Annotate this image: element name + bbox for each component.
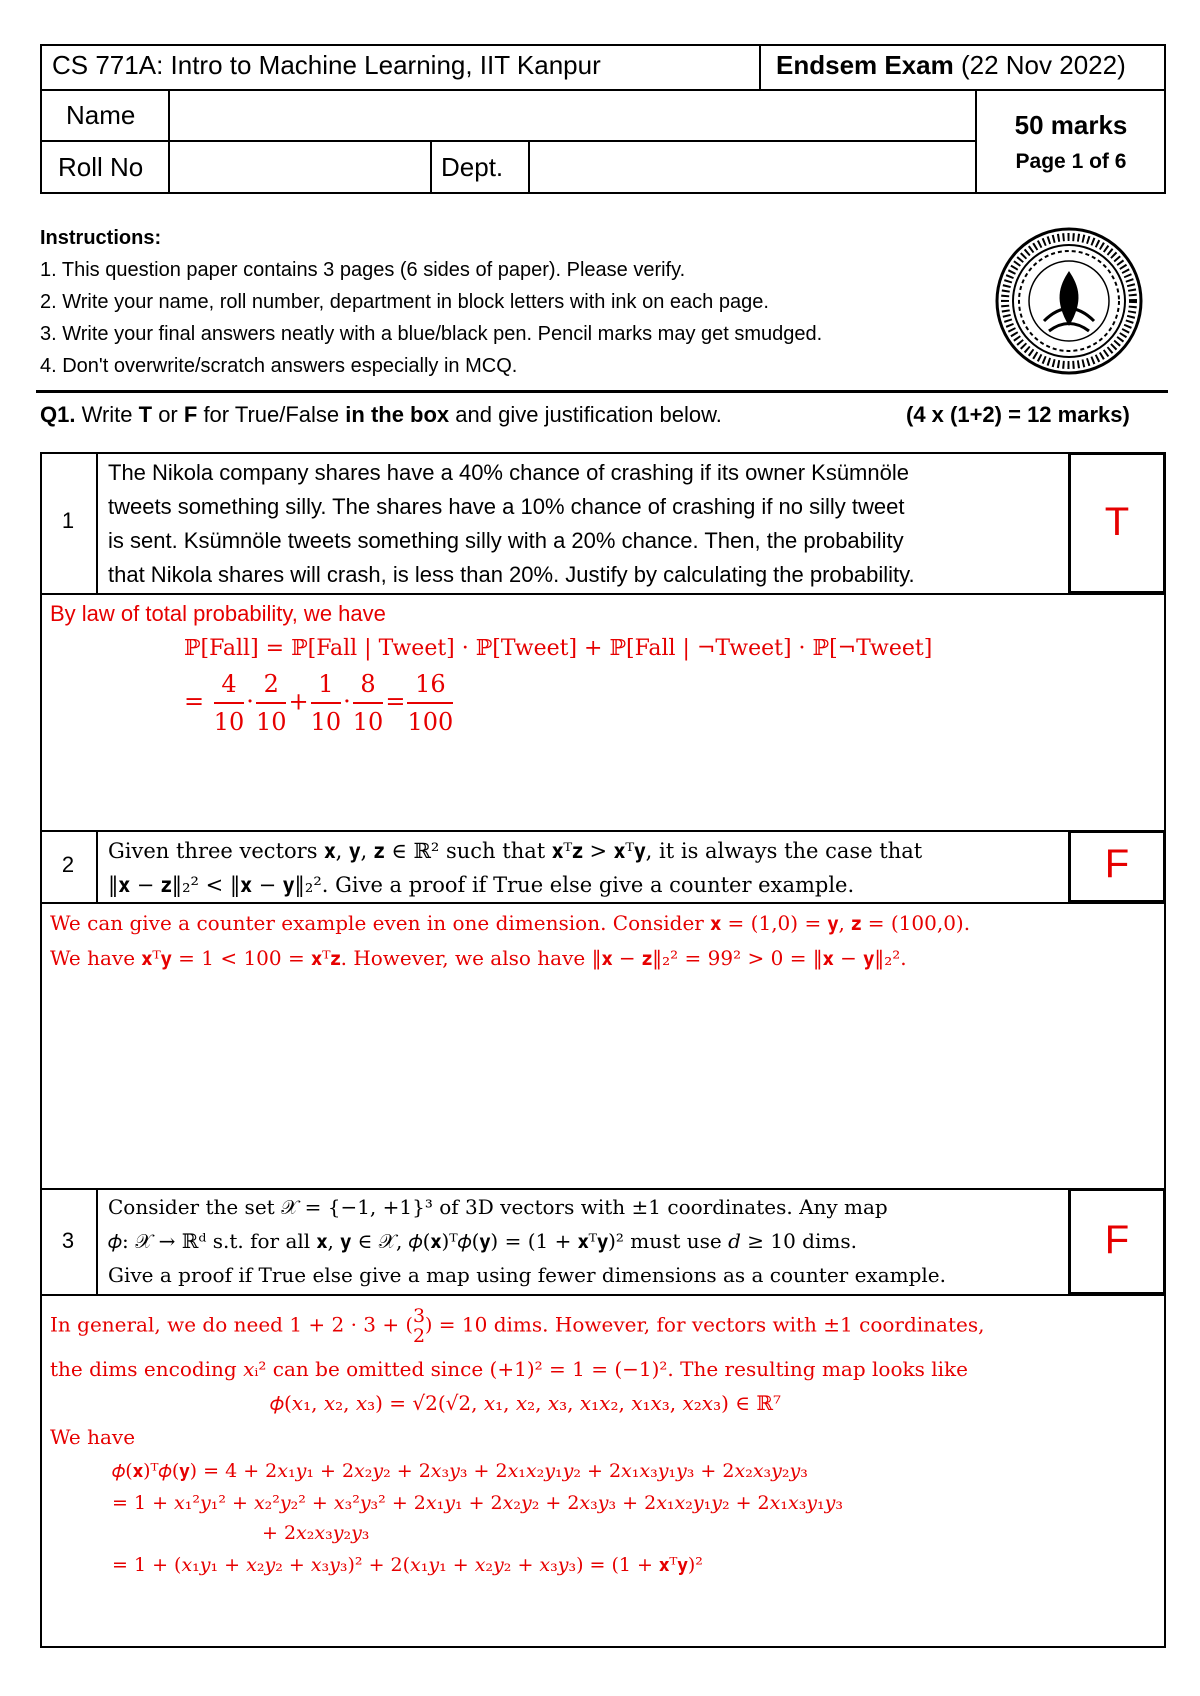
q1-text: Write xyxy=(75,402,139,427)
q1-marks: (4 x (1+2) = 12 marks) xyxy=(906,402,1130,427)
denominator: 100 xyxy=(407,708,454,736)
page-number: Page 1 of 6 xyxy=(1015,150,1127,173)
roll-label: Roll No xyxy=(58,152,144,182)
header-vrule-2 xyxy=(168,89,170,194)
q1-in-box: in the box xyxy=(345,402,450,427)
binomial: ( 3 2 ) xyxy=(405,1305,433,1347)
exam-title xyxy=(776,50,1126,81)
question-text xyxy=(108,456,1068,592)
question-line: tweets something silly. The shares have a 10% chance of crashing if no silly tweet xyxy=(108,494,905,519)
answer-line: By law of total probability, we have xyxy=(50,601,386,626)
question-text xyxy=(108,834,1068,902)
answer-equation: + 2𝑥₂𝑥₃𝑦₂𝑦₃ xyxy=(262,1522,370,1544)
question-line: Given three vectors 𝐱, 𝐲, 𝐳 ∈ ℝ² such that 𝐱ᵀ𝐳 > 𝐱ᵀ𝐲, it is always the case that xyxy=(108,839,923,863)
tf-answer: T xyxy=(1104,500,1130,544)
question-line: ‖𝐱 − 𝐳‖₂² < ‖𝐱 − 𝐲‖₂². Give a proof if True else give a counter example. xyxy=(108,873,855,897)
name-field[interactable] xyxy=(172,92,972,138)
answer-equation: 𝜙(𝑥₁, 𝑥₂, 𝑥₃) = √2(√2, 𝑥₁, 𝑥₂, 𝑥₃, 𝑥₁𝑥₂, 𝑥₁𝑥₃, 𝑥₂𝑥₃) ∈ ℝ⁷ xyxy=(270,1391,782,1415)
q-num-rule xyxy=(96,1188,98,1295)
tf-answer: F xyxy=(1104,1218,1130,1262)
header-vrule-1 xyxy=(759,44,761,90)
instructions-title: Instructions: xyxy=(40,227,162,249)
fraction xyxy=(407,666,453,740)
exam-date: (22 Nov 2022) xyxy=(953,50,1126,80)
answer-fraction-line: = $\frac{4}{10}$ · $\frac{2}{10}$ + $\frac{1}{10}$ · $\frac{8}{10}$ = $\frac{16}{100}$ xyxy=(50,666,1160,740)
denominator: 10 xyxy=(213,708,245,736)
exam-name: Endsem Exam xyxy=(776,50,954,80)
q1-t: T xyxy=(138,402,153,427)
iitk-seal-logo xyxy=(994,226,1144,376)
dept-field[interactable] xyxy=(532,143,972,191)
numerator: 8 xyxy=(353,666,384,704)
denominator: 10 xyxy=(255,708,287,736)
answer-equation: ℙ[Fall] = ℙ[Fall | Tweet] · ℙ[Tweet] + ℙ[Fall | ¬Tweet] · ℙ[¬Tweet] xyxy=(184,636,933,661)
question-number: 2 xyxy=(61,852,75,877)
instruction-item: 3. Write your final answers neatly with a blue/black pen. Pencil marks may get smudged. xyxy=(40,323,823,345)
question-line: Give a proof if True else give a map using fewer dimensions as a counter example. xyxy=(108,1263,946,1287)
q-rule xyxy=(40,902,1166,904)
answer-line: We have 𝐱ᵀ𝐲 = 1 < 100 = 𝐱ᵀ𝐳. However, we also have ‖𝐱 − 𝐳‖₂² = 99² > 0 = ‖𝐱 − 𝐲‖₂². xyxy=(50,946,907,970)
question-number: 3 xyxy=(61,1228,75,1253)
binomial-top: 3 xyxy=(412,1305,426,1327)
header-vrule-5 xyxy=(528,140,530,194)
question-number: 1 xyxy=(61,508,75,533)
question-line: Consider the set 𝒳 = {−1, +1}³ of 3D vectors with ±1 coordinates. Any map xyxy=(108,1195,888,1219)
dept-label: Dept. xyxy=(441,152,504,182)
instruction-item: 4. Don't overwrite/scratch answers especially in MCQ. xyxy=(40,355,518,377)
roll-field[interactable] xyxy=(172,143,428,191)
numerator: 4 xyxy=(214,666,245,704)
answer-line: We can give a counter example even in one dimension. Consider 𝐱 = (1,0) = 𝐲, 𝐳 = (100,0). xyxy=(50,911,971,935)
numerator: 2 xyxy=(256,666,287,704)
name-label: Name xyxy=(66,100,136,130)
fraction xyxy=(311,666,342,740)
answer-text: = 10 dims. However, for vectors with ±1 coordinates, xyxy=(432,1312,985,1337)
binomial-bottom: 2 xyxy=(412,1325,426,1347)
q-num-rule xyxy=(96,830,98,903)
course-title: CS 771A: Intro to Machine Learning, IIT Kanpur xyxy=(52,50,601,80)
q1-text: or xyxy=(152,402,184,427)
q1-label: Q1. xyxy=(40,402,76,427)
answer-line: the dims encoding 𝑥ᵢ² can be omitted since (+1)² = 1 = (−1)². The resulting map looks like xyxy=(50,1357,968,1381)
denominator: 10 xyxy=(310,708,342,736)
denominator: 10 xyxy=(352,708,384,736)
marks-label: 50 marks xyxy=(1014,110,1128,140)
question-line: 𝜙: 𝒳 → ℝᵈ s.t. for all 𝐱, 𝐲 ∈ 𝒳, 𝜙(𝐱)ᵀ𝜙(𝐲) = (1 + 𝐱ᵀ𝐲)² must use 𝑑 ≥ 10 dims. xyxy=(108,1229,857,1253)
numerator: 16 xyxy=(407,666,453,704)
tf-answer: F xyxy=(1104,842,1130,886)
answer-equation: 𝜙(𝐱)ᵀ𝜙(𝐲) = 4 + 2𝑥₁𝑦₁ + 2𝑥₂𝑦₂ + 2𝑥₃𝑦₃ + 2𝑥₁𝑥₂𝑦₁𝑦₂ + 2𝑥₁𝑥₃𝑦₁𝑦₃ + 2𝑥₂𝑥₃𝑦₂𝑦₃ xyxy=(112,1460,808,1482)
fraction xyxy=(353,666,384,740)
numerator: 1 xyxy=(311,666,342,704)
header-vrule-3 xyxy=(975,89,977,194)
answer-line xyxy=(50,1306,1160,1346)
answer-text: In general, we do need 1 + 2 · 3 + xyxy=(50,1312,406,1337)
answer-line: We have xyxy=(50,1425,136,1449)
q-num-rule xyxy=(96,452,98,594)
question-line: that Nikola shares will crash, is less than 20%. Justify by calculating the probability. xyxy=(108,562,915,587)
q-rule xyxy=(40,593,1166,595)
q1-heading xyxy=(40,402,722,428)
question-line: is sent. Ksümnöle tweets something silly with a 20% chance. Then, the probability xyxy=(108,528,904,553)
instruction-item: 1. This question paper contains 3 pages (6 sides of paper). Please verify. xyxy=(40,259,686,281)
header-rule-2 xyxy=(40,140,976,142)
q1-f: F xyxy=(183,402,198,427)
answer-3 xyxy=(50,1306,1160,1582)
q1-text: and give justification below. xyxy=(449,402,722,427)
fraction xyxy=(256,666,287,740)
answer-1 xyxy=(50,596,1160,740)
fraction xyxy=(214,666,245,740)
q-rule xyxy=(40,1294,1166,1296)
question-text xyxy=(108,1190,1068,1292)
answer-equation: = 1 + (𝑥₁𝑦₁ + 𝑥₂𝑦₂ + 𝑥₃𝑦₃)² + 2(𝑥₁𝑦₁ + 𝑥₂𝑦₂ + 𝑥₃𝑦₃) = (1 + 𝐱ᵀ𝐲)² xyxy=(112,1554,703,1576)
answer-equation: = 1 + 𝑥₁²𝑦₁² + 𝑥₂²𝑦₂² + 𝑥₃²𝑦₃² + 2𝑥₁𝑦₁ + 2𝑥₂𝑦₂ + 2𝑥₃𝑦₃ + 2𝑥₁𝑥₂𝑦₁𝑦₂ + 2𝑥₁𝑥₃𝑦₁𝑦₃ xyxy=(112,1492,844,1514)
instructions xyxy=(40,222,822,382)
instruction-item: 2. Write your name, roll number, department in block letters with ink on each page. xyxy=(40,291,769,313)
header-rule-1 xyxy=(40,89,1166,91)
header-vrule-4 xyxy=(430,140,432,194)
q1-text: for True/False xyxy=(197,402,346,427)
section-rule xyxy=(36,390,1168,393)
answer-2 xyxy=(50,906,1160,976)
question-line: The Nikola company shares have a 40% chance of crashing if its owner Ksümnöle xyxy=(108,460,909,485)
